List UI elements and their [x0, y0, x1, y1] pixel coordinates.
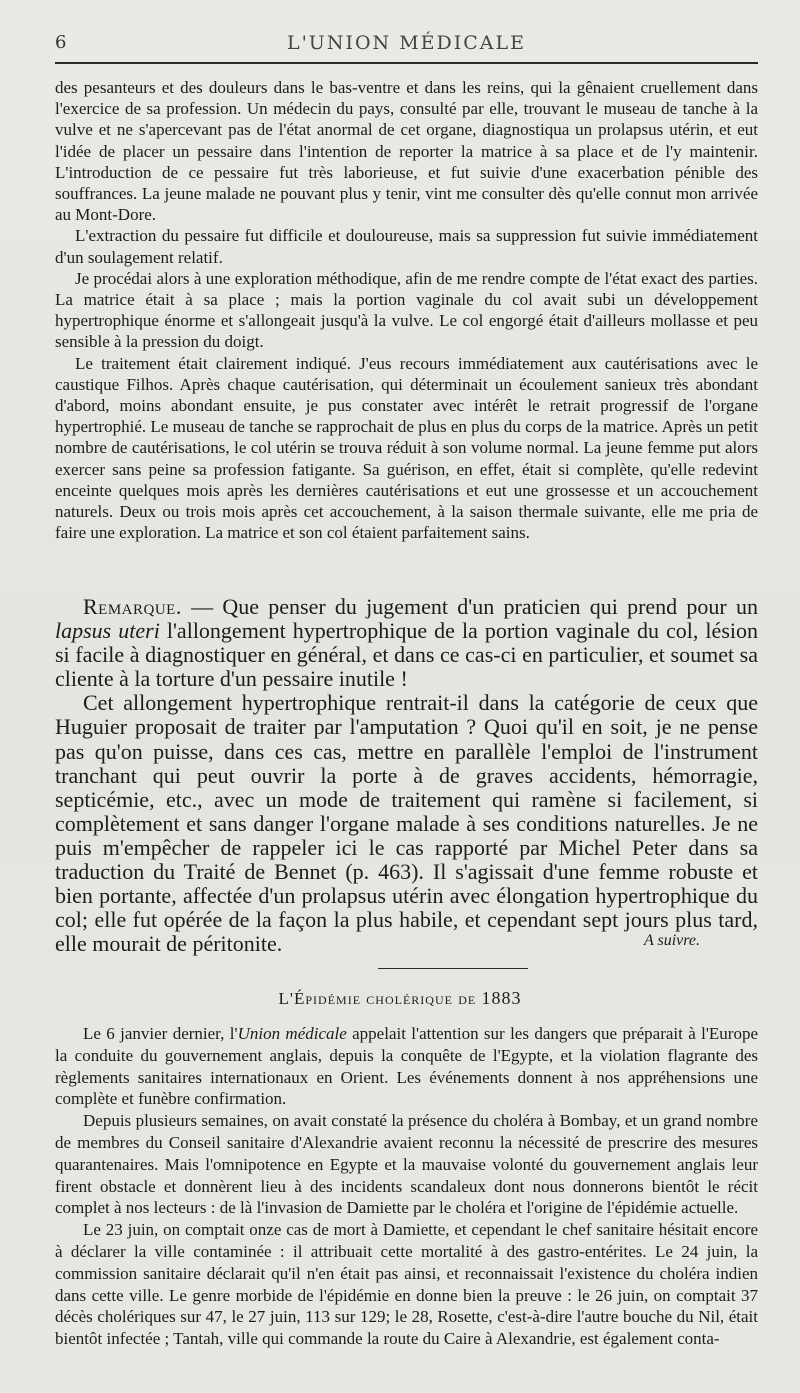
remarque-text-b: l'allongement hypertrophique de la portion vaginale du col, lésion si facile à diagnostiquer en général, et dans ce cas-ci en particulier, et soumet sa cliente à la torture d'un pessaire inutile !	[55, 618, 758, 692]
remarque-paragraph-1	[55, 595, 758, 691]
running-header	[55, 30, 758, 60]
a-suivre: A suivre.	[644, 932, 700, 949]
remarque-label: Remarque.	[83, 594, 182, 619]
epidemic-italic: Union médicale	[237, 1024, 347, 1043]
epidemic-paragraph-2: Depuis plusieurs semaines, on avait constaté la présence du choléra à Bombay, et un grand nombre de membres du Conseil sanitaire d'Alexandrie avaient reconnu la nécessité de prescrire des mesures quarantenaires. Mais l'omnipotence en Egypte et la mauvaise volonté du gouvernement anglais leur firent obstacle et donnèrent lieu à des incidents scandaleux dont nous donnerons bientôt le récit complet à nos lecteurs : de là l'invasion de Damiette par le choléra et l'origine de l'épidémie actuelle.	[55, 1111, 758, 1218]
epidemic-paragraph-3: Le 23 juin, on comptait onze cas de mort à Damiette, et cependant le chef sanitaire hésitait encore à déclarer la ville contaminée : il attribuait cette mortalité à des gastro-entérites. Le 24 juin, la commission sanitaire déclarait qu'il n'en était pas ainsi, et reconnaissait l'existence du choléra indien dans cette ville. Le genre morbide de l'épidémie en donne bien la preuve : le 26 juin, on comptait 37 décès cholériques sur 47, le 27 juin, 113 sur 129; le 28, Rosette, c'est-à-dire l'autre bouche du Nil, était bientôt infectée ; Tantah, ville qui commande la route du Caire à Alexandrie, est également conta-	[55, 1220, 758, 1349]
epidemic-paragraph-1	[55, 1023, 758, 1110]
journal-title: L'UNION MÉDICALE	[286, 32, 527, 54]
remarque-italic: lapsus uteri	[55, 618, 160, 644]
section-separator	[378, 968, 528, 969]
remarque-text-a: — Que penser du jugement d'un praticien qui prend pour un	[181, 594, 758, 619]
section-title-text: L'Épidémie cholérique de	[278, 989, 477, 1008]
case-paragraph-4: Le traitement était clairement indiqué. J'eus recours immédiatement aux cautérisations avec le caustique Filhos. Après chaque cautérisation, qui déterminait un écoulement sanieux très abondant d'abord, moins abondant ensuite, je pus constater avec intérêt le retrait progressif de l'organe hypertrophié. Le museau de tanche se rapprochait de plus en plus du corps de la matrice. Après un petit nombre de cautérisations, le col utérin se trouva réduit à son volume normal. La jeune femme put alors exercer sans peine sa profession fatigante. Sa guérison, en effet, était si complète, qu'elle redevint enceinte quelques mois après les dernières cautérisations et eut une grossesse et un accouchement naturels. Deux ou trois mois après cet accouchement, à la saison thermale suivante, elle me pria de faire une exploration. La matrice et son col étaient parfaitement sains.	[55, 353, 758, 543]
epidemic-article	[55, 1023, 758, 1350]
section-title-year: 1883	[481, 988, 522, 1008]
page-number: 6	[55, 32, 67, 53]
epidemic-text-b: appelait l'attention sur les dangers que préparait à l'Europe la conduite du gouvernement anglais, depuis la conquête de l'Egypte, et la violation flagrante des règlements sanitaires internationaux en Orient. Les événements donnent à nos appréhensions une complète et funèbre confirmation.	[55, 1024, 758, 1109]
epidemic-text-a: Le 6 janvier dernier, l'	[83, 1024, 238, 1043]
case-paragraph-2: L'extraction du pessaire fut difficile et douloureuse, mais sa suppression fut suivie immédiatement d'un soulagement relatif.	[55, 226, 758, 267]
remarque-section	[55, 595, 758, 956]
section-title	[0, 988, 800, 1009]
case-report	[55, 77, 758, 543]
case-paragraph-1: des pesanteurs et des douleurs dans le bas-ventre et dans les reins, qui la gênaient cruellement dans l'exercice de sa profession. Un médecin du pays, consulté par elle, trouvant le museau de tanche à la vulve et ne s'apercevant pas de l'état anormal de cet organe, diagnostiqua un prolapsus utérin, et eut l'idée de placer un pessaire dans l'intention de reporter la matrice à sa place et de l'y maintenir. L'introduction de ce pessaire fut très laborieuse, et fut suivie d'une exacerbation pénible des souffrances. La jeune malade ne pouvant plus y tenir, vint me consulter dès qu'elle connut mon arrivée au Mont-Dore.	[55, 78, 758, 225]
header-rule	[55, 62, 758, 64]
case-paragraph-3: Je procédai alors à une exploration méthodique, afin de me rendre compte de l'état exact des parties. La matrice était à sa place ; mais la portion vaginale du col avait subi un développement hypertrophique énorme et s'allongeait jusqu'à la vulve. Le col engorgé était d'ailleurs mollasse et peu sensible à la pression du doigt.	[55, 268, 758, 352]
remarque-paragraph-2: Cet allongement hypertrophique rentrait-il dans la catégorie de ceux que Huguier proposait de traiter par l'amputation ? Quoi qu'il en soit, je ne pense pas qu'on puisse, dans ces cas, mettre en parallèle l'emploi de l'instrument tranchant qui peut ouvrir la porte à de graves accidents, hémorragie, septicémie, etc., avec un mode de traitement qui ramène si facilement, si complètement et sans danger l'organe malade à ses conditions naturelles. Je ne puis m'empêcher de rappeler ici le cas rapporté par Michel Peter dans sa traduction du Traité de Bennet (p. 463). Il s'agissait d'une femme robuste et bien portante, affectée d'un prolapsus utérin avec élongation hypertrophique du col; elle fut opérée de la façon la plus habile, et cependant sept jours plus tard, elle mourait de péritonite.	[55, 690, 758, 957]
